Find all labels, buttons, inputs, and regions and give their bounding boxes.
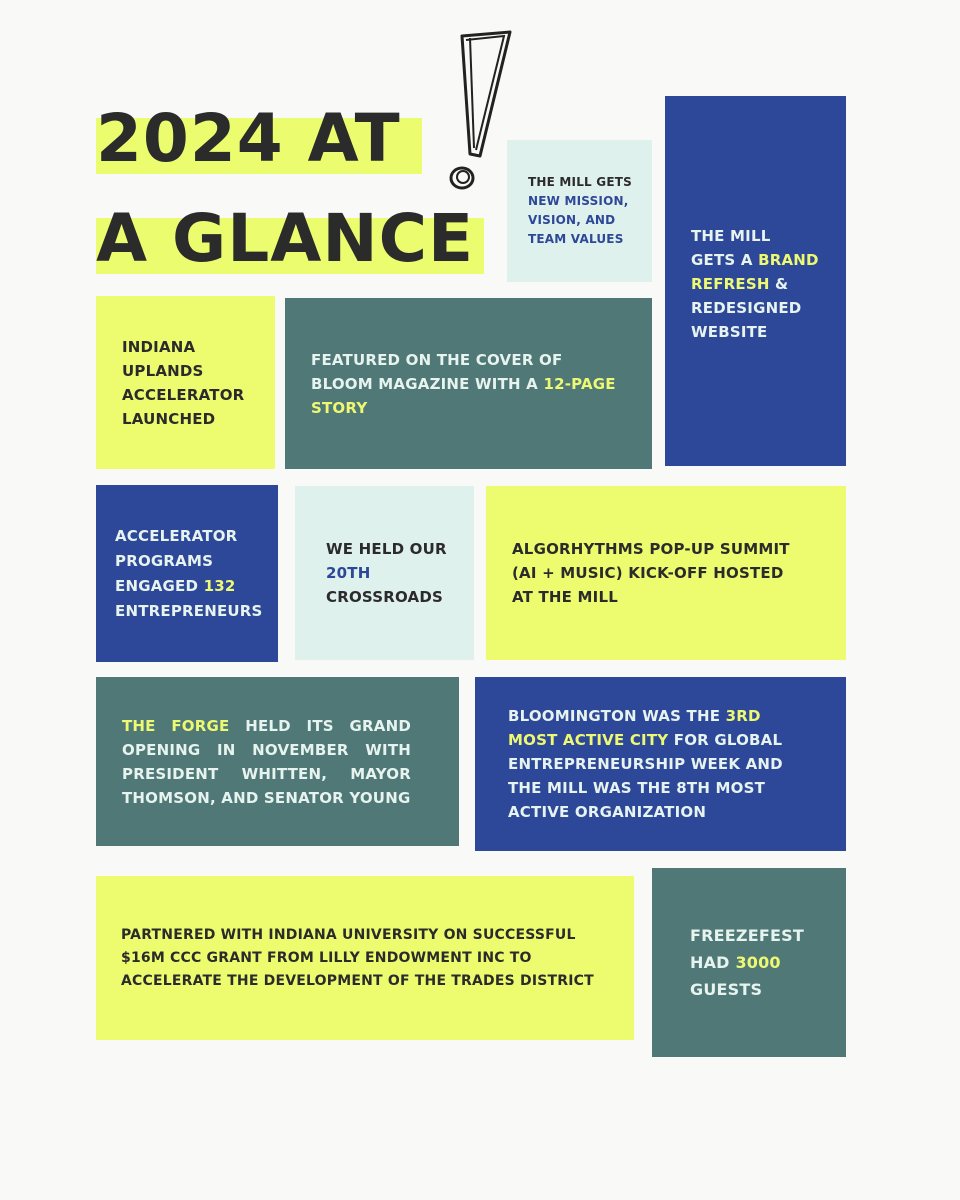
mission-highlight: NEW MISSION, VISION, AND TEAM VALUES: [528, 194, 629, 246]
freezefest-tail: GUESTS: [690, 980, 763, 999]
mission-card: [507, 140, 652, 282]
freezefest-lead: FREEZEFEST HAD: [690, 926, 804, 972]
bloomington-lead: BLOOMINGTON WAS THE: [508, 707, 721, 725]
bloomington-highlight: 3RD MOST ACTIVE CITY: [508, 707, 761, 749]
brand-refresh-card: [665, 96, 846, 466]
title-text-1: 2024 AT: [96, 100, 401, 177]
crossroads-card: [295, 486, 474, 660]
uplands-card: [96, 296, 275, 469]
bloom-magazine-card: [285, 298, 652, 469]
brand-lead: THE MILL GETS A: [691, 227, 771, 269]
freezefest-highlight: 3000: [735, 953, 781, 972]
forge-body: HELD ITS GRAND OPENING IN NOVEMBER WITH PRESIDENT WHITTEN, MAYOR THOMSON, AND SENATOR YOUNG: [122, 716, 411, 807]
iu-partnership-card: [96, 876, 634, 1040]
crossroads-highlight: 20TH: [326, 564, 371, 582]
algorhythms-card: [486, 486, 846, 660]
bloomington-text: [508, 704, 806, 824]
brand-tail: & REDESIGNED WEBSITE: [691, 275, 802, 341]
bloom-lead: FEATURED ON THE COVER OF BLOOM MAGAZINE WITH A: [311, 350, 563, 393]
title-line-1: [96, 100, 401, 177]
freezefest-text: [690, 922, 822, 1003]
crossroads-text: [326, 537, 454, 609]
accelerator-tail: ENTREPRENEURS: [115, 601, 263, 620]
forge-highlight: THE FORGE: [122, 716, 230, 735]
accelerator-text: [115, 524, 263, 624]
bloom-magazine-text: [311, 348, 628, 420]
algorhythms-line2: KICK-OFF HOSTED AT THE MILL: [512, 564, 784, 606]
brand-refresh-text: [691, 224, 820, 344]
algorhythms-text: [512, 537, 806, 609]
mission-text: [528, 173, 634, 249]
bloomington-tail: FOR GLOBAL ENTREPRENEURSHIP WEEK AND THE MILL WAS THE 8TH MOST ACTIVE ORGANIZATION: [508, 731, 783, 821]
accelerator-lead: ACCELERATOR PROGRAMS ENGAGED: [115, 526, 238, 595]
uplands-text: INDIANA UPLANDS ACCELERATOR LAUNCHED: [122, 337, 245, 428]
forge-card: [96, 677, 459, 846]
bloomington-card: [475, 677, 846, 851]
accelerator-card: [96, 485, 278, 662]
algorhythms-line1: ALGORHYTHMS POP-UP SUMMIT (AI + MUSIC): [512, 540, 790, 582]
freezefest-card: [652, 868, 846, 1057]
crossroads-tail: CROSSROADS: [326, 588, 444, 606]
accelerator-highlight: 132: [203, 576, 236, 595]
forge-text: [122, 714, 411, 810]
title-text-2: A GLANCE: [96, 200, 475, 277]
crossroads-lead: WE HELD OUR: [326, 540, 447, 558]
title-line-2: [96, 200, 475, 277]
iu-partnership-text: PARTNERED WITH INDIANA UNIVERSITY ON SUCCESSFUL $16M CCC GRANT FROM LILLY ENDOWMENT INC TO ACCELERATE THE DEVELOPMENT OF THE TRADES DISTRICT: [121, 926, 594, 989]
brand-highlight: BRAND REFRESH: [691, 251, 819, 293]
mission-lead: THE MILL GETS: [528, 175, 632, 189]
bloom-highlight: 12-PAGE STORY: [311, 374, 616, 417]
